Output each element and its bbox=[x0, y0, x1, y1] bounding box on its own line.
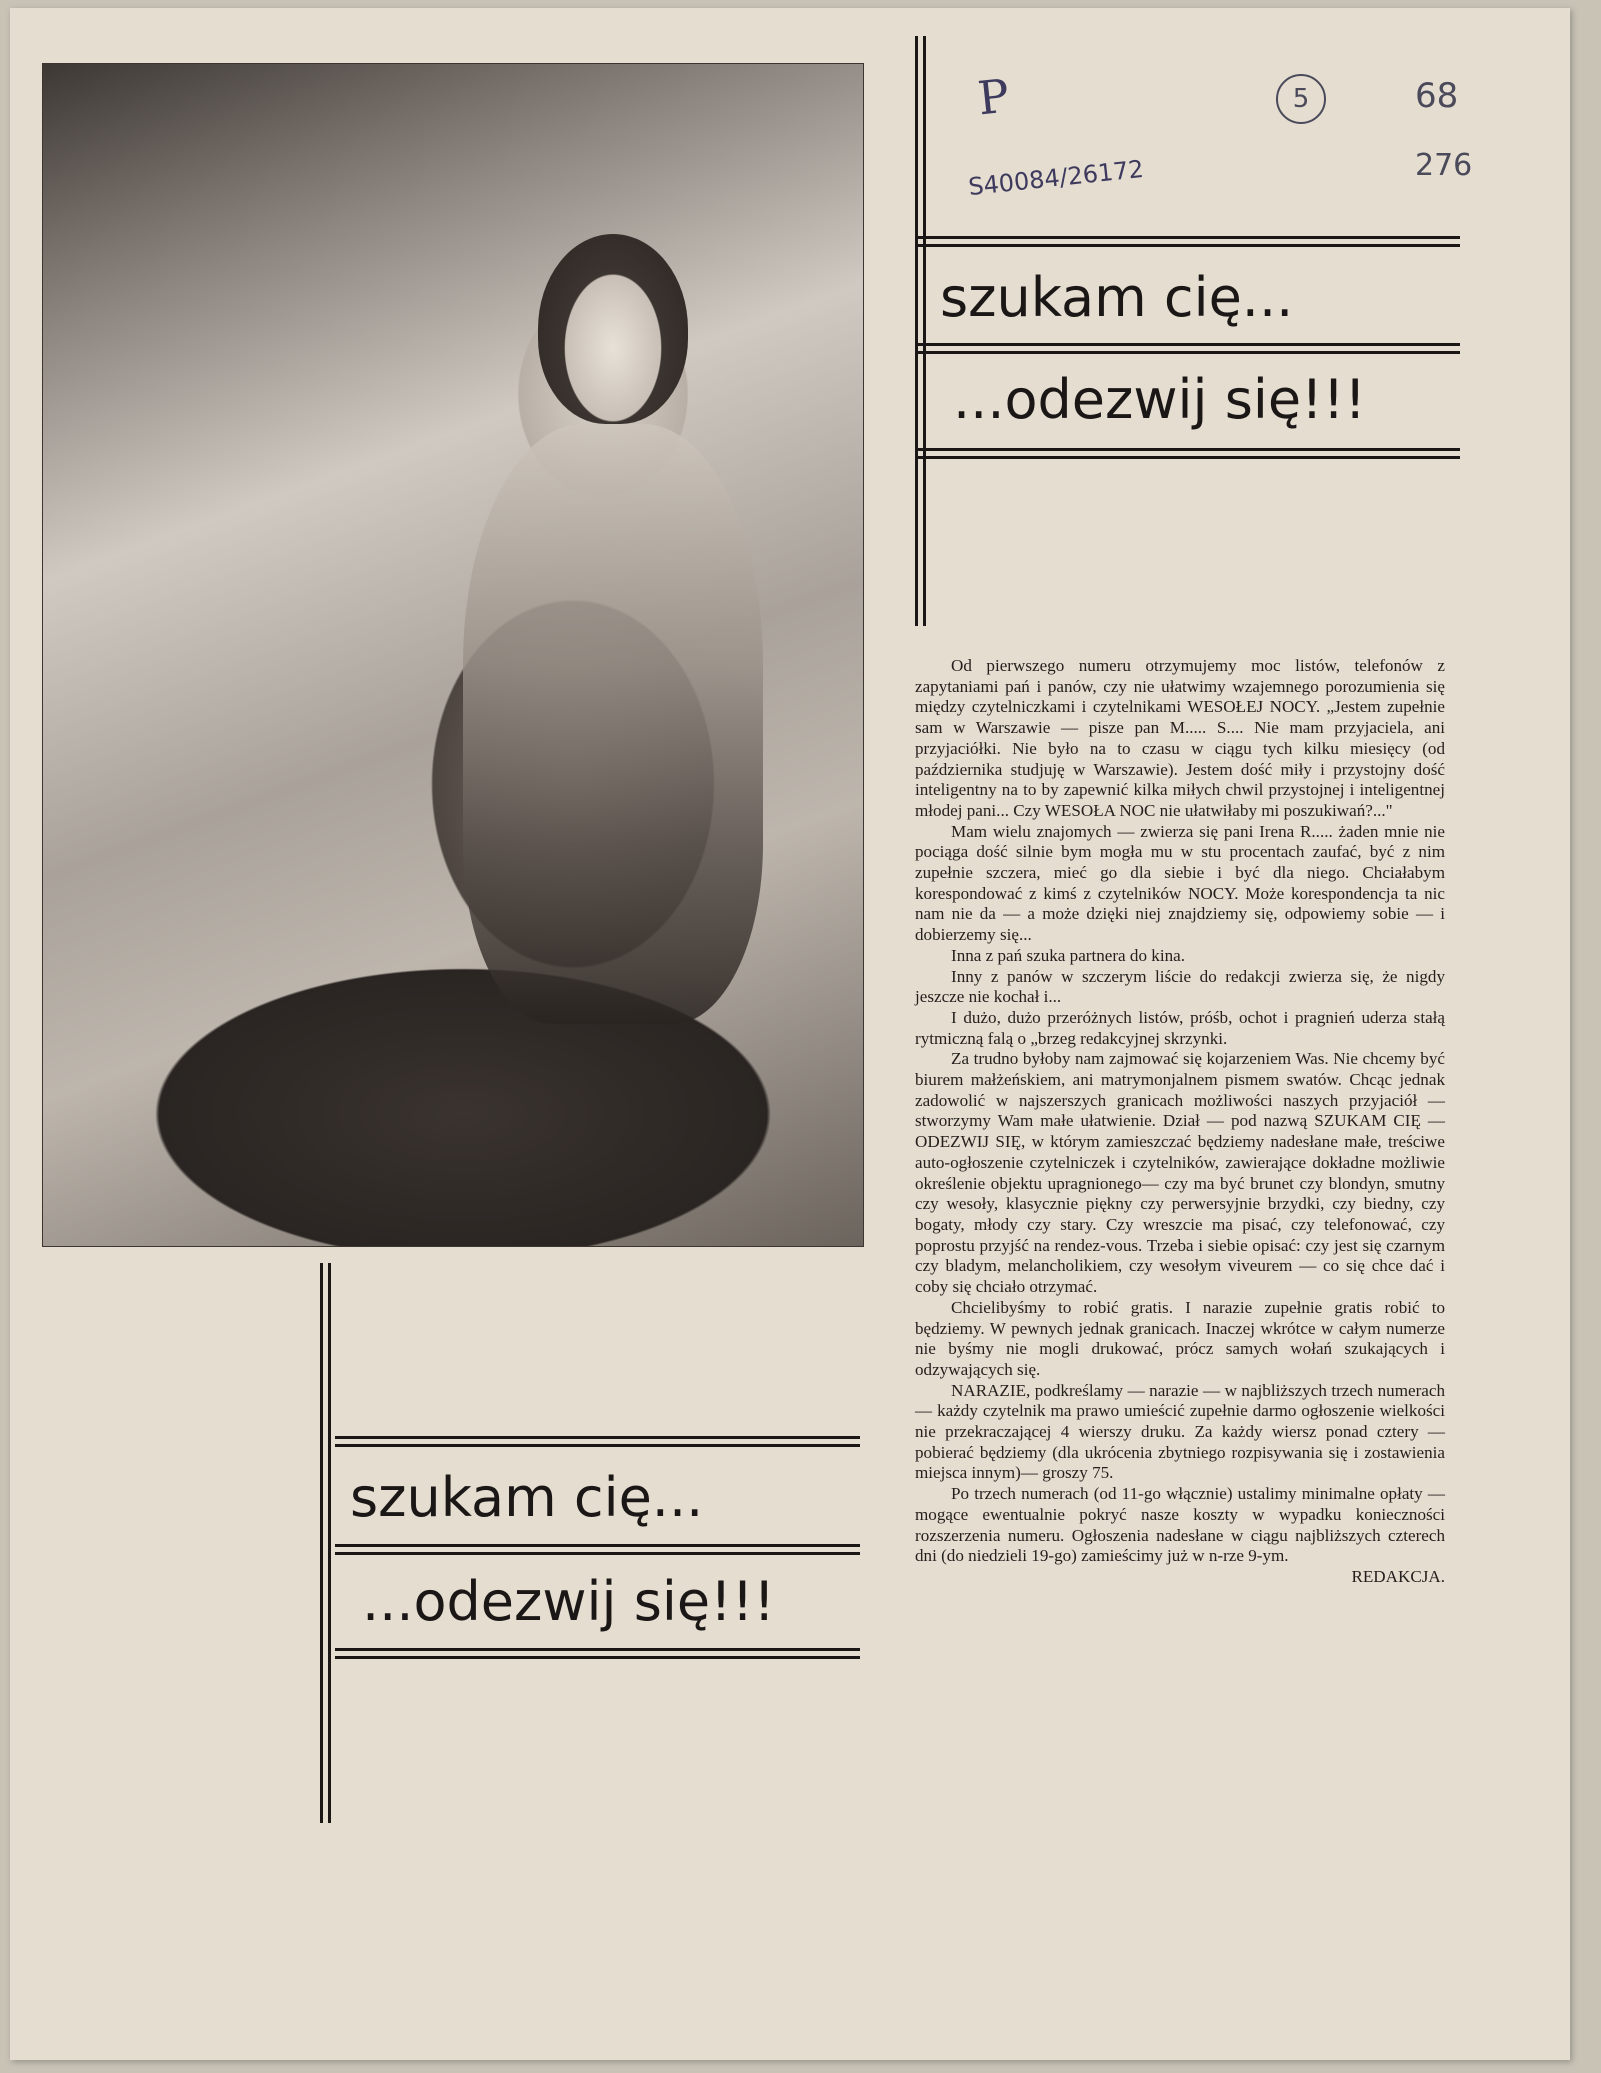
article-signature: REDAKCJA. bbox=[1351, 1566, 1445, 1586]
headline-bottom-rule-vertical-2 bbox=[328, 1263, 331, 1823]
headline-top-rule-4 bbox=[915, 351, 1460, 354]
headline-top-line2: ...odezwij się!!! bbox=[953, 368, 1367, 431]
handwritten-catalog-number: S40084/26172 bbox=[967, 154, 1145, 202]
headline-top-rule-1 bbox=[915, 236, 1460, 239]
figure-body bbox=[463, 424, 763, 1024]
headline-top-rule-vertical-1 bbox=[915, 36, 918, 626]
circled-number: 5 bbox=[1276, 74, 1326, 124]
article-paragraph: I dużo, dużo przeróżnych listów, próśb, ochot i pragnień uderza stałą rytmiczną falą o „brzeg redakcyjnej skrzynki. bbox=[915, 1007, 1445, 1048]
handwritten-signature: P bbox=[975, 68, 1012, 126]
headline-bottom-line2: ...odezwij się!!! bbox=[362, 1570, 776, 1633]
headline-top-line1: szukam cię... bbox=[940, 266, 1294, 329]
headline-top-rule-3 bbox=[915, 343, 1460, 346]
headline-bottom-rule-6 bbox=[335, 1656, 860, 1659]
headline-top-rule-vertical-2 bbox=[923, 36, 926, 626]
article-body bbox=[915, 656, 1445, 1588]
headline-bottom-rule-2 bbox=[335, 1444, 860, 1447]
headline-bottom-line1: szukam cię... bbox=[350, 1466, 704, 1529]
figure-head bbox=[538, 234, 688, 424]
bracket-number-1: 68 bbox=[1415, 76, 1459, 116]
bracket-number-2: 276 bbox=[1415, 148, 1473, 183]
article-paragraph: Od pierwszego numeru otrzymujemy moc listów, telefonów z zapytaniami pań i panów, czy nie ułatwimy wzajemnego porozumienia się między czytelniczkami i czytelnikami WESOŁEJ NOCY. „Jestem zupełnie sam w Warszawie — pisze pan M..... S.... Nie mam przyjaciela, ani przyjaciółki. Nie było na to czasu w ciągu tych kilku miesięcy (od października studjuję w Warszawie). Jestem dość miły i przystojny dość inteligentny na to by zapewnić kilka miłych chwil przystojnej i inteligentnej młodej pani... Czy WESOŁA NOC nie ułatwiłaby mi poszukiwań?..." bbox=[915, 656, 1445, 820]
headline-top-rule-5 bbox=[915, 448, 1460, 451]
article-paragraph: NARAZIE, podkreślamy — narazie — w najbliższych trzech numerach — każdy czytelnik ma prawo umieścić zupełnie darmo ogłoszenie wielkości nie przekraczającej 4 wierszy druku. Za każdy wiersz ponad cztery — pobierać będziemy (dla ukrócenia zbytniego rozpisywania się i zostawienia miejsca innym)— groszy 75. bbox=[915, 1380, 1445, 1483]
headline-top-rule-6 bbox=[915, 456, 1460, 459]
headline-bottom-rule-1 bbox=[335, 1436, 860, 1439]
headline-bottom-rule-4 bbox=[335, 1552, 860, 1555]
article-paragraph: Inna z pań szuka partnera do kina. bbox=[951, 945, 1185, 965]
headline-top-rule-2 bbox=[915, 244, 1460, 247]
headline-bottom-rule-5 bbox=[335, 1648, 860, 1651]
actress-photograph bbox=[42, 63, 864, 1247]
magazine-page bbox=[10, 8, 1570, 2060]
article-paragraph: Za trudno byłoby nam zajmować się kojarzeniem Was. Nie chcemy być biurem małżeńskiem, ani matrymonjalnem pismem swatów. Chcąc jednak zadowolić w najszerszych granicach możliwości naszych przyjaciół — stworzymy Wam małe ułatwienie. Dział — pod nazwą SZUKAM CIĘ — ODEZWIJ SIĘ, w którym zamieszczać będziemy nadesłane małe, treściwe auto-ogłoszenie czytelniczek i czytelników, zawierające dokładne możliwie określenie objektu upragnionego— czy ma być brunet czy blondyn, smutny czy wesoły, klasycznie piękny czy perwersyjnie brzydki, czy biedny, czy bogaty, młody czy stary. Czy wreszcie ma pisać, czy telefonować, czy poprostu przyjść na rendez-vous. Trzeba i siebie opisać: czy jest się czarnym czy bladym, melancholikiem, czy wesołym viveurem — co się chce dać i coby się chciało otrzymać. bbox=[915, 1049, 1445, 1297]
article-paragraph: Po trzech numerach (od 11-go włącznie) ustalimy minimalne opłaty — mogące ewentualnie pokryć nasze koszty w wypadku konieczności rozszerzenia numeru. Ogłoszenia nadesłane w ciągu najbliższych czterech dni (do niedzieli 19-go) zamieścimy już w n-rze 9-ym. bbox=[915, 1484, 1445, 1566]
headline-bottom-rule-3 bbox=[335, 1544, 860, 1547]
article-paragraph: Chcielibyśmy to robić gratis. I narazie zupełnie gratis robić to będziemy. W pewnych jednak granicach. Inaczej wkrótce w całym numerze nie byśmy nie mogli drukować, prócz samych wołań szukających i odzywających się. bbox=[915, 1297, 1445, 1379]
headline-bottom-rule-vertical-1 bbox=[320, 1263, 323, 1823]
article-paragraph: Inny z panów w szczerym liście do redakcji zwierza się, że nigdy jeszcze nie kochał i... bbox=[915, 966, 1445, 1007]
article-paragraph: Mam wielu znajomych — zwierza się pani Irena R..... żaden mnie nie pociąga dość silnie bym mogła mu w stu procentach zaufać, być z nim zupełnie szczera, mieć go dla siebie i być dla niego. Chciałabym korespondować z kimś z czytelników NOCY. Może korespondencja ta nic nam nie da — a może dzięki niej znajdziemy się, odpowiemy sobie — i dobierzemy się... bbox=[915, 821, 1445, 945]
